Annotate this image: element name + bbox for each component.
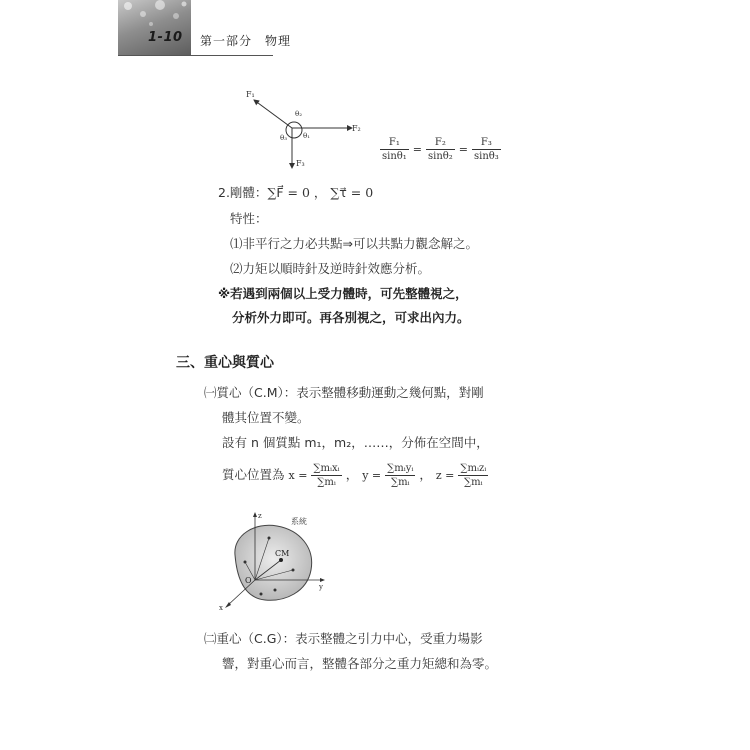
section-title: 三、重心與質心 (176, 355, 274, 371)
cm-position-formula: 質心位置為 x = $\frac{\text{∑mᵢxᵢ}}{\text{∑mᵢ}}$ ， y = $\frac{\text{∑mᵢyᵢ}}{\text{∑mᵢ}}$ ， z = $\frac{\text{∑mᵢzᵢ}}{\text{∑mᵢ}}$ (222, 463, 487, 488)
center-of-mass-diagram (215, 510, 330, 615)
system-label: 系統 (291, 517, 307, 526)
rigid-props-label: 特性： (230, 211, 268, 226)
cg-line-2: 響，對重心而言，整體各部分之重力矩總和為零。 (222, 656, 498, 671)
lami-formula: $\frac{\text{F₁}}{\text{sinθ₁}}$ = $\frac{\text{F₂}}{\text{sinθ₂}}$ = $\frac{\text{F₃}}{\text{sinθ₃}}$ (382, 137, 499, 162)
chapter-title: 第一部分 物理 (200, 34, 292, 48)
axis-y-label: y (319, 583, 323, 591)
label-f1: F₁ (246, 90, 255, 99)
cg-line-1: ㈡重心（C.G）：表示整體之引力中心，受重力場影 (204, 631, 483, 646)
axis-z-label: z (258, 512, 262, 520)
origin-label: O (245, 576, 252, 585)
label-f2: F₂ (352, 124, 361, 133)
rigid-note-2: 分析外力即可。再各別視之，可求出內力。 (232, 310, 470, 325)
label-theta2: θ₂ (295, 110, 303, 118)
rigid-heading: 2.剛體：∑F⃗ = 0 ， ∑τ⃗ = 0 (218, 185, 374, 200)
force-diagram (240, 88, 370, 178)
label-f3: F₃ (296, 159, 305, 168)
label-theta3: θ₃ (280, 134, 288, 142)
page-number: 1-10 (148, 30, 183, 45)
cm-label: CM (275, 549, 290, 558)
header-rule (118, 55, 273, 56)
rigid-item-1: ⑴非平行之力必共點⇒可以共點力觀念解之。 (230, 236, 478, 251)
cm-line-3: 設有 n 個質點 m₁，m₂，……，分佈在空間中， (222, 435, 489, 450)
rigid-item-2: ⑵力矩以順時針及逆時針效應分析。 (230, 261, 431, 276)
cm-line-1: ㈠質心（C.M）：表示整體移動運動之幾何點，對剛 (204, 385, 484, 400)
rigid-note-1: ※若遇到兩個以上受力體時，可先整體視之， (218, 286, 468, 301)
cm-line-2: 體其位置不變。 (222, 410, 310, 425)
axis-x-label: x (219, 604, 223, 612)
label-theta1: θ₁ (303, 132, 311, 140)
header-bokeh (118, 0, 191, 30)
